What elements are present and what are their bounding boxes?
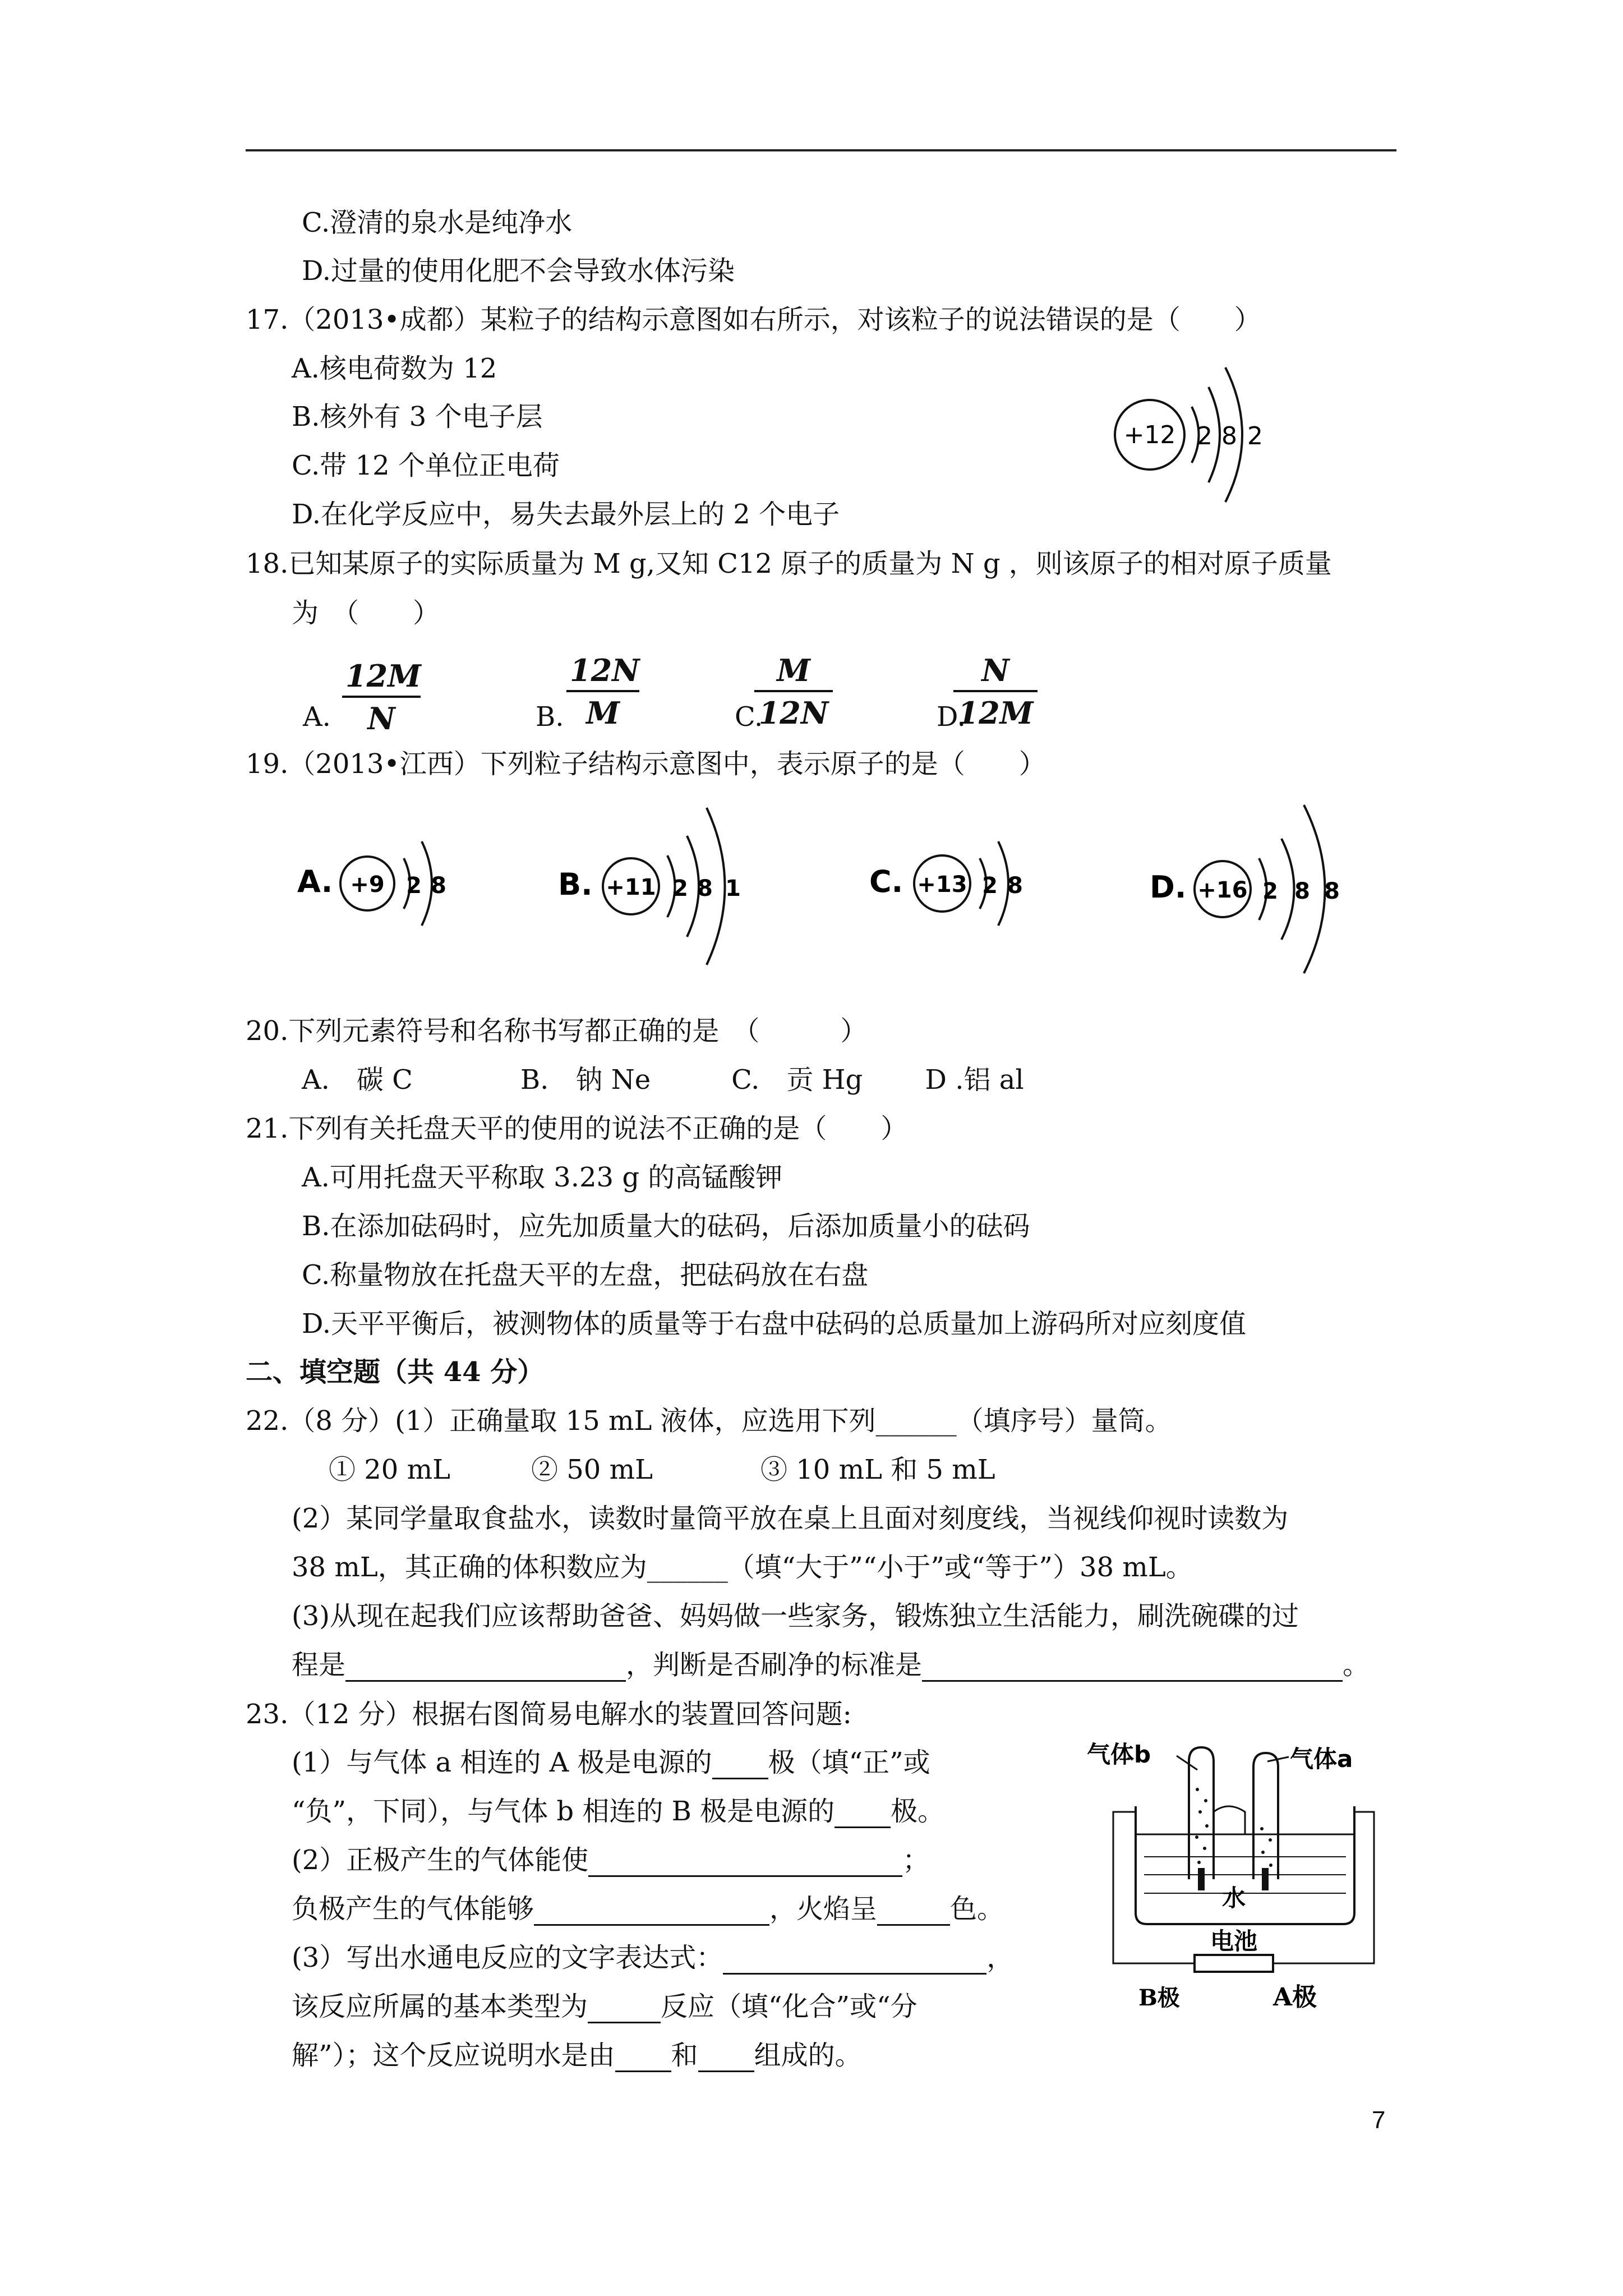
q19-b-shell-2: 8 [697, 876, 713, 901]
answer-blank [345, 1655, 626, 1682]
q19-a-nucleus: +9 [350, 872, 385, 898]
q22-part3-text-c: 。 [1343, 1649, 1370, 1681]
q17-option-d: D.在化学反应中，易失去最外层上的 2 个电子 [292, 499, 840, 530]
q18-option-b-label: B. [536, 701, 564, 733]
q17-nucleus-label: +12 [1123, 421, 1176, 449]
question-17: 17.（2013•成都）某粒子的结构示意图如右所示，对该粒子的说法错误的是（ ） [246, 304, 1261, 335]
q21-option-b: B.在添加砝码时，应先加质量大的砝码，后添加质量小的砝码 [302, 1211, 1030, 1242]
q16-option-c: C.澄清的泉水是纯净水 [302, 207, 573, 238]
q23-part2-text-b: ； [902, 1844, 930, 1876]
q18-option-c-label: C. [735, 701, 763, 733]
q18-option-b-fraction [566, 651, 639, 734]
q19-diagram-b [552, 785, 760, 987]
pole-b-label: B极 [1138, 1985, 1180, 2011]
question-21: 21.下列有关托盘天平的使用的说法不正确的是（ ） [246, 1113, 908, 1144]
q19-d-label: D. [1150, 869, 1187, 905]
q23-part3-text-c: 该反应所属的基本类型为 [292, 1991, 588, 2022]
q19-a-shell-2: 8 [431, 873, 446, 899]
q22-part3-line1: (3)从现在起我们应该帮助爸爸、妈妈做一些家务，锻炼独立生活能力，刷洗碗碟的过 [292, 1600, 1299, 1632]
q23-part1-text-b: 极（填“正”或 [768, 1747, 930, 1778]
q21-option-c: C.称量物放在托盘天平的左盘，把砝码放在右盘 [302, 1259, 869, 1291]
q19-b-shell-3: 1 [725, 876, 741, 901]
gas-b-label: 气体b [1087, 1741, 1151, 1768]
battery-label: 电池 [1210, 1927, 1258, 1955]
q22-part2-line2: 38 mL，其正确的体积数应为______（填“大于”“小于”或“等于”）38 mL。 [292, 1552, 1193, 1583]
q23-part2-text-c: 负极产生的气体能够 [292, 1893, 534, 1925]
q23-part3-line3 [292, 2039, 862, 2072]
question-20: 20.下列元素符号和名称书写都正确的是 （ ） [246, 1015, 868, 1047]
q23-part3-text-d: 反应（填“化合”或“分 [661, 1991, 917, 2022]
q19-d-shell-2: 8 [1294, 878, 1310, 904]
q19-c-label: C. [869, 864, 903, 899]
q23-part1-line1 [292, 1746, 930, 1779]
q18-option-d-fraction [953, 651, 1038, 734]
header-rule [246, 149, 1396, 151]
page-number: 7 [1372, 2106, 1386, 2134]
question-19: 19.（2013•江西）下列粒子结构示意图中，表示原子的是（ ） [246, 748, 1046, 780]
q18-b-numerator: 12N [566, 651, 639, 692]
question-18: 18.已知某原子的实际质量为 M g,又知 C12 原子的质量为 N g ，则该原子的相对原子质量 [246, 548, 1332, 579]
q21-option-a: A.可用托盘天平称取 3.23 g 的高锰酸钾 [302, 1162, 783, 1193]
q22-options: ① 20 mL ② 50 mL ③ 10 mL 和 5 mL [302, 1454, 995, 1485]
question-23: 23.（12 分）根据右图简易电解水的装置回答问题: [246, 1699, 852, 1730]
q19-b-shell-1: 2 [672, 876, 688, 901]
q22-part3-line2 [292, 1648, 1370, 1682]
q17-shell-3: 2 [1247, 422, 1263, 450]
q23-part3-text-f: 和 [671, 2040, 698, 2071]
q18-a-denominator: N [367, 701, 395, 737]
q17-option-a: A.核电荷数为 12 [292, 353, 497, 384]
q23-part3-text-g: 组成的。 [754, 2040, 862, 2071]
electrolysis-diagram [1082, 1728, 1396, 2019]
q20-options: A. 碳 C B. 钠 Ne C. 贡 Hg D .铝 al [302, 1064, 1024, 1096]
q23-part3-text-b: ， [986, 1942, 1014, 1973]
q18-b-denominator: M [586, 695, 620, 731]
q19-c-nucleus: +13 [917, 872, 967, 898]
q23-part2-text-d: ，火焰呈 [769, 1893, 878, 1925]
water-label: 水 [1221, 1884, 1246, 1912]
q19-b-nucleus: +11 [606, 875, 656, 900]
q23-part2-line1 [292, 1843, 929, 1877]
q19-diagram-a [292, 802, 465, 982]
pole-a-label: A极 [1273, 1983, 1317, 2012]
gas-a-label: 气体a [1290, 1745, 1353, 1773]
q16-option-d: D.过量的使用化肥不会导致水体污染 [302, 255, 735, 287]
answer-blank [698, 2046, 754, 2072]
answer-blank [534, 1899, 769, 1926]
q17-shell-1: 2 [1197, 422, 1212, 450]
question-18-cont: 为 （ ） [292, 597, 440, 629]
q19-c-shell-1: 2 [982, 873, 998, 899]
q19-diagram-c [864, 802, 1043, 982]
q18-option-a-label: A. [303, 701, 331, 733]
q19-d-shell-3: 8 [1324, 878, 1340, 904]
answer-blank [712, 1753, 768, 1779]
answer-blank [588, 1997, 661, 2023]
q18-a-numerator: 12M [342, 656, 421, 698]
q23-part1-text-d: 极。 [891, 1796, 945, 1827]
q23-part1-line2 [292, 1795, 944, 1828]
q17-shell-2: 8 [1221, 422, 1237, 450]
answer-blank [834, 1802, 891, 1828]
q23-part3-text-a: (3）写出水通电反应的文字表达式： [292, 1942, 723, 1973]
q18-option-c-fraction [754, 651, 833, 734]
q23-part2-text-a: (2）正极产生的气体能使 [292, 1844, 589, 1876]
q23-part1-text-c: “负”，下同），与气体 b 相连的 B 极是电源的 [292, 1796, 835, 1827]
q21-option-d: D.天平平衡后，被测物体的质量等于右盘中砝码的总质量加上游码所对应刻度值 [302, 1308, 1247, 1340]
q18-d-denominator: 12M [957, 695, 1034, 731]
q18-option-a-fraction [342, 656, 421, 739]
q19-b-label: B. [558, 867, 593, 902]
q19-a-shell-1: 2 [406, 873, 422, 899]
answer-blank [723, 1948, 986, 1975]
q22-part3-text-a: 程是 [292, 1649, 346, 1681]
q18-c-numerator: M [754, 651, 833, 692]
answer-blank [588, 1851, 902, 1877]
q18-d-numerator: N [953, 651, 1038, 692]
answer-blank [922, 1655, 1343, 1682]
q19-d-shell-1: 2 [1262, 878, 1278, 904]
q17-option-b: B.核外有 3 个电子层 [292, 401, 543, 432]
section-2-heading: 二、填空题（共 44 分） [246, 1356, 545, 1388]
q23-part3-line1 [292, 1941, 1013, 1975]
q17-atom-diagram [1110, 353, 1290, 522]
q23-part2-text-e: 色。 [950, 1893, 1004, 1925]
q23-part3-text-e: 解”）；这个反应说明水是由 [292, 2040, 615, 2071]
question-22: 22.（8 分）(1）正确量取 15 mL 液体，应选用下列______（填序号）量筒。 [246, 1405, 1172, 1437]
q18-option-d-label: D. [937, 701, 966, 733]
q22-part2-line1: (2）某同学量取食盐水，读数时量筒平放在桌上且面对刻度线，当视线仰视时读数为 [292, 1503, 1289, 1534]
q17-option-c: C.带 12 个单位正电荷 [292, 450, 560, 481]
answer-blank [877, 1899, 950, 1926]
q19-diagram-d [1144, 797, 1357, 987]
q23-part2-line2 [292, 1892, 1004, 1926]
q19-a-label: A. [297, 864, 333, 899]
q19-d-nucleus: +16 [1197, 877, 1248, 903]
q23-part1-text-a: (1）与气体 a 相连的 A 极是电源的 [292, 1747, 712, 1778]
q19-c-shell-2: 8 [1007, 873, 1023, 899]
answer-blank [615, 2046, 671, 2072]
q23-part3-line2 [292, 1990, 917, 2023]
q22-part3-text-b: ，判断是否刷净的标准是 [626, 1649, 923, 1681]
q18-c-denominator: 12N [758, 695, 829, 731]
